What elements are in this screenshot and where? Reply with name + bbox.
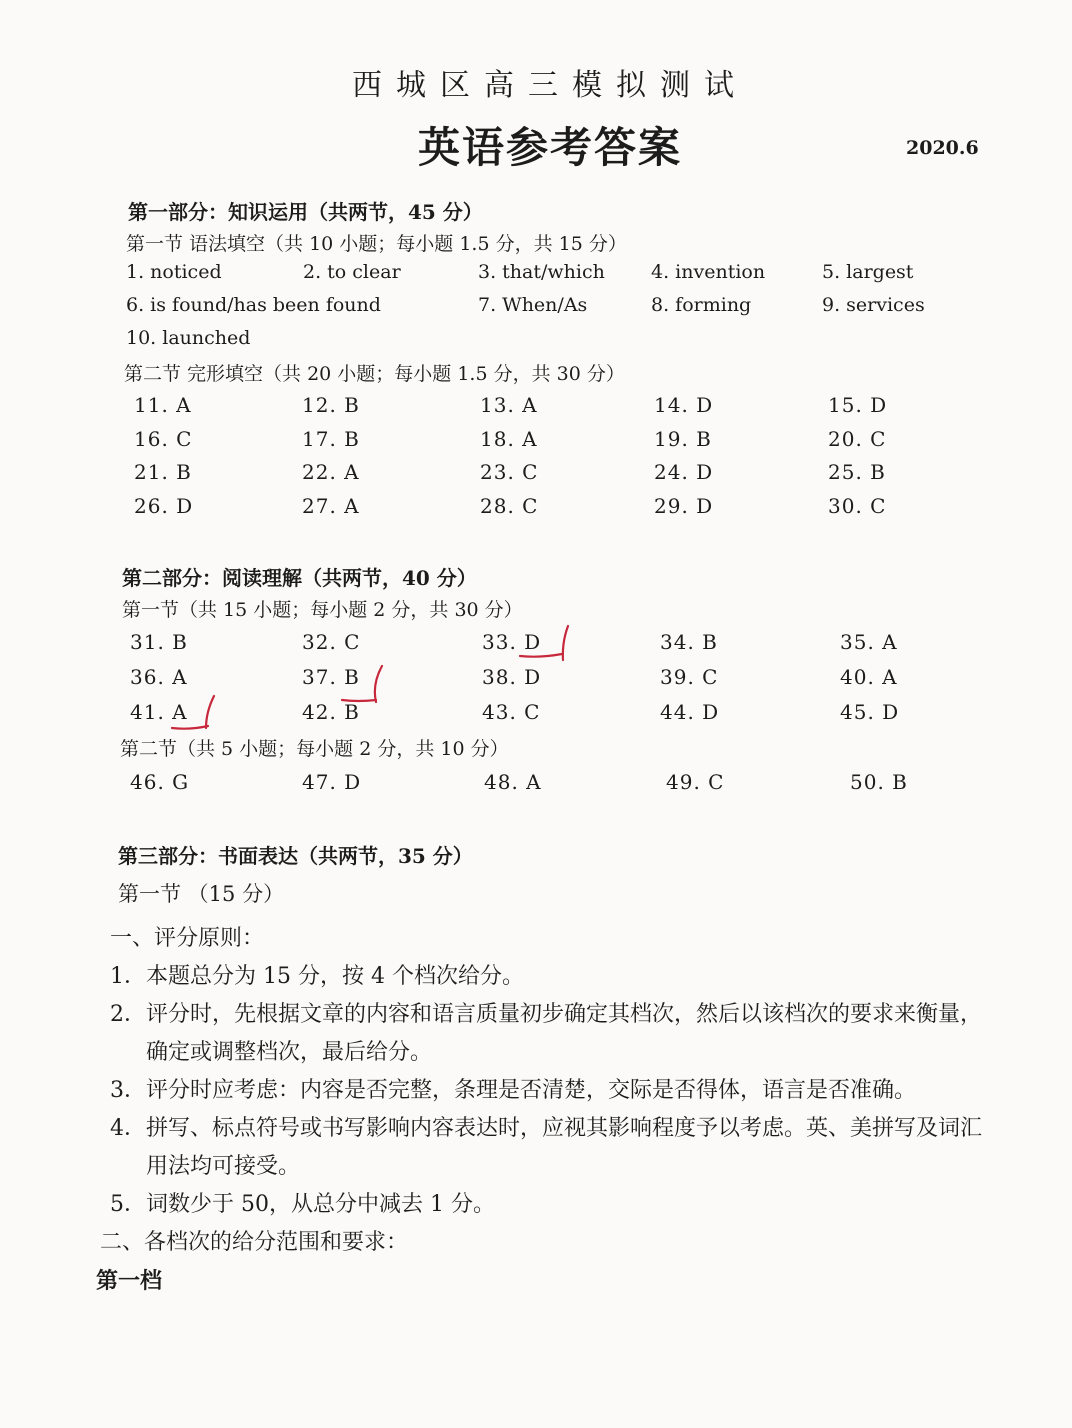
answer-item: 33. D — [482, 630, 542, 654]
answer-item: 2. to clear — [303, 261, 401, 283]
document-date: 2020.6 — [906, 137, 979, 159]
answer-row — [130, 770, 1010, 804]
answer-row — [130, 665, 1010, 700]
answer-item: 37. B — [302, 665, 360, 689]
answer-item: 7. When/As — [478, 294, 588, 316]
answer-item: 9. services — [822, 294, 925, 316]
exam-title: 西城区高三模拟测试 — [352, 68, 748, 103]
answer-item: 1. noticed — [126, 261, 222, 283]
rule-item: 3．评分时应考虑：内容是否完整，条理是否清楚，交际是否得体，语言是否准确。 — [110, 1078, 916, 1103]
answer-row — [134, 494, 1014, 528]
answer-row — [126, 294, 1026, 327]
answer-item: 19. B — [654, 426, 712, 451]
answer-item: 41. A — [130, 700, 188, 724]
answer-item: 46. G — [130, 770, 190, 794]
answer-item: 16. C — [134, 426, 193, 451]
answer-item: 17. B — [302, 426, 360, 451]
answer-item: 18. A — [480, 426, 538, 451]
answer-item: 4. invention — [651, 261, 766, 283]
principles-heading: 一、评分原则： — [110, 926, 265, 951]
ranges-heading: 二、各档次的给分范围和要求： — [100, 1230, 409, 1255]
answer-item: 50. B — [850, 770, 908, 794]
writing-rubric — [96, 920, 1060, 1300]
answer-item: 28. C — [480, 493, 539, 518]
answer-item: 5. largest — [822, 261, 914, 283]
answer-row — [134, 460, 1014, 494]
answer-item: 30. C — [828, 493, 887, 518]
part3-heading: 第三部分：书面表达（共两节，35 分） — [118, 844, 473, 868]
rule-item-continued: 用法均可接受。 — [146, 1154, 301, 1179]
answer-item: 45. D — [840, 700, 900, 724]
answer-item: 27. A — [302, 493, 360, 518]
answer-item: 14. D — [654, 393, 714, 417]
answer-item: 12. B — [302, 393, 360, 417]
reading-answers — [130, 630, 1010, 735]
answer-item: 13. A — [480, 393, 538, 417]
level-one-heading: 第一档 — [96, 1268, 163, 1294]
answer-item: 25. B — [828, 460, 886, 484]
answer-item: 44. D — [660, 700, 720, 724]
answer-item: 32. C — [302, 630, 361, 654]
answer-item: 15. D — [828, 393, 888, 417]
cloze-answers — [134, 393, 1014, 527]
part2-section1-heading: 第一节（共 15 小题；每小题 2 分，共 30 分） — [122, 599, 523, 621]
answer-item: 26. D — [134, 493, 194, 518]
answer-item: 36. A — [130, 665, 188, 689]
answer-item: 42. B — [302, 700, 360, 724]
answer-item: 22. A — [302, 460, 360, 484]
answer-item: 31. B — [130, 630, 188, 654]
answer-item: 47. D — [302, 770, 362, 794]
answer-item: 39. C — [660, 665, 719, 689]
answer-item: 20. C — [828, 426, 887, 451]
answer-item: 43. C — [482, 700, 541, 724]
seven-choose-five-answers — [130, 770, 1010, 804]
rule-item: 1．本题总分为 15 分，按 4 个档次给分。 — [110, 964, 524, 989]
part3-section1-heading: 第一节 （15 分） — [118, 882, 285, 906]
answer-item: 24. D — [654, 460, 714, 484]
rule-item: 2．评分时，先根据文章的内容和语言质量初步确定其档次，然后以该档次的要求来衡量， — [110, 1002, 983, 1027]
answer-row — [126, 327, 1026, 360]
part1-section1-heading: 第一节 语法填空（共 10 小题；每小题 1.5 分，共 15 分） — [126, 233, 627, 255]
part2-section2-heading: 第二节（共 5 小题；每小题 2 分，共 10 分） — [120, 738, 509, 760]
document-title: 英语参考答案 — [417, 123, 682, 172]
answer-item: 49. C — [666, 770, 725, 794]
answer-item: 23. C — [480, 460, 539, 484]
rule-item: 4．拼写、标点符号或书写影响内容表达时，应视其影响程度予以考虑。英、美拼写及词汇 — [110, 1116, 983, 1141]
answer-item: 6. is found/has been found — [126, 294, 381, 316]
answer-item: 10. launched — [126, 327, 251, 349]
part2-heading: 第二部分：阅读理解（共两节，40 分） — [122, 566, 477, 590]
part1-section2-heading: 第二节 完形填空（共 20 小题；每小题 1.5 分，共 30 分） — [124, 363, 625, 385]
grammar-fill-answers — [126, 261, 1026, 360]
answer-row — [134, 393, 1014, 427]
answer-row — [126, 261, 1026, 294]
answer-item: 29. D — [654, 493, 714, 518]
answer-item: 11. A — [134, 393, 192, 417]
answer-item: 48. A — [484, 770, 542, 794]
answer-item: 38. D — [482, 665, 542, 689]
answer-item: 40. A — [840, 665, 898, 689]
answer-row — [130, 630, 1010, 665]
answer-item: 3. that/which — [478, 261, 605, 283]
answer-item: 34. B — [660, 630, 718, 654]
rule-item-continued: 确定或调整档次，最后给分。 — [146, 1040, 433, 1065]
rule-item: 5．词数少于 50，从总分中减去 1 分。 — [110, 1192, 495, 1217]
part1-heading: 第一部分：知识运用（共两节，45 分） — [128, 200, 483, 224]
answer-item: 35. A — [840, 630, 898, 654]
answer-row — [134, 427, 1014, 461]
answer-item: 21. B — [134, 460, 192, 484]
answer-row — [130, 700, 1010, 735]
answer-item: 8. forming — [651, 294, 752, 316]
